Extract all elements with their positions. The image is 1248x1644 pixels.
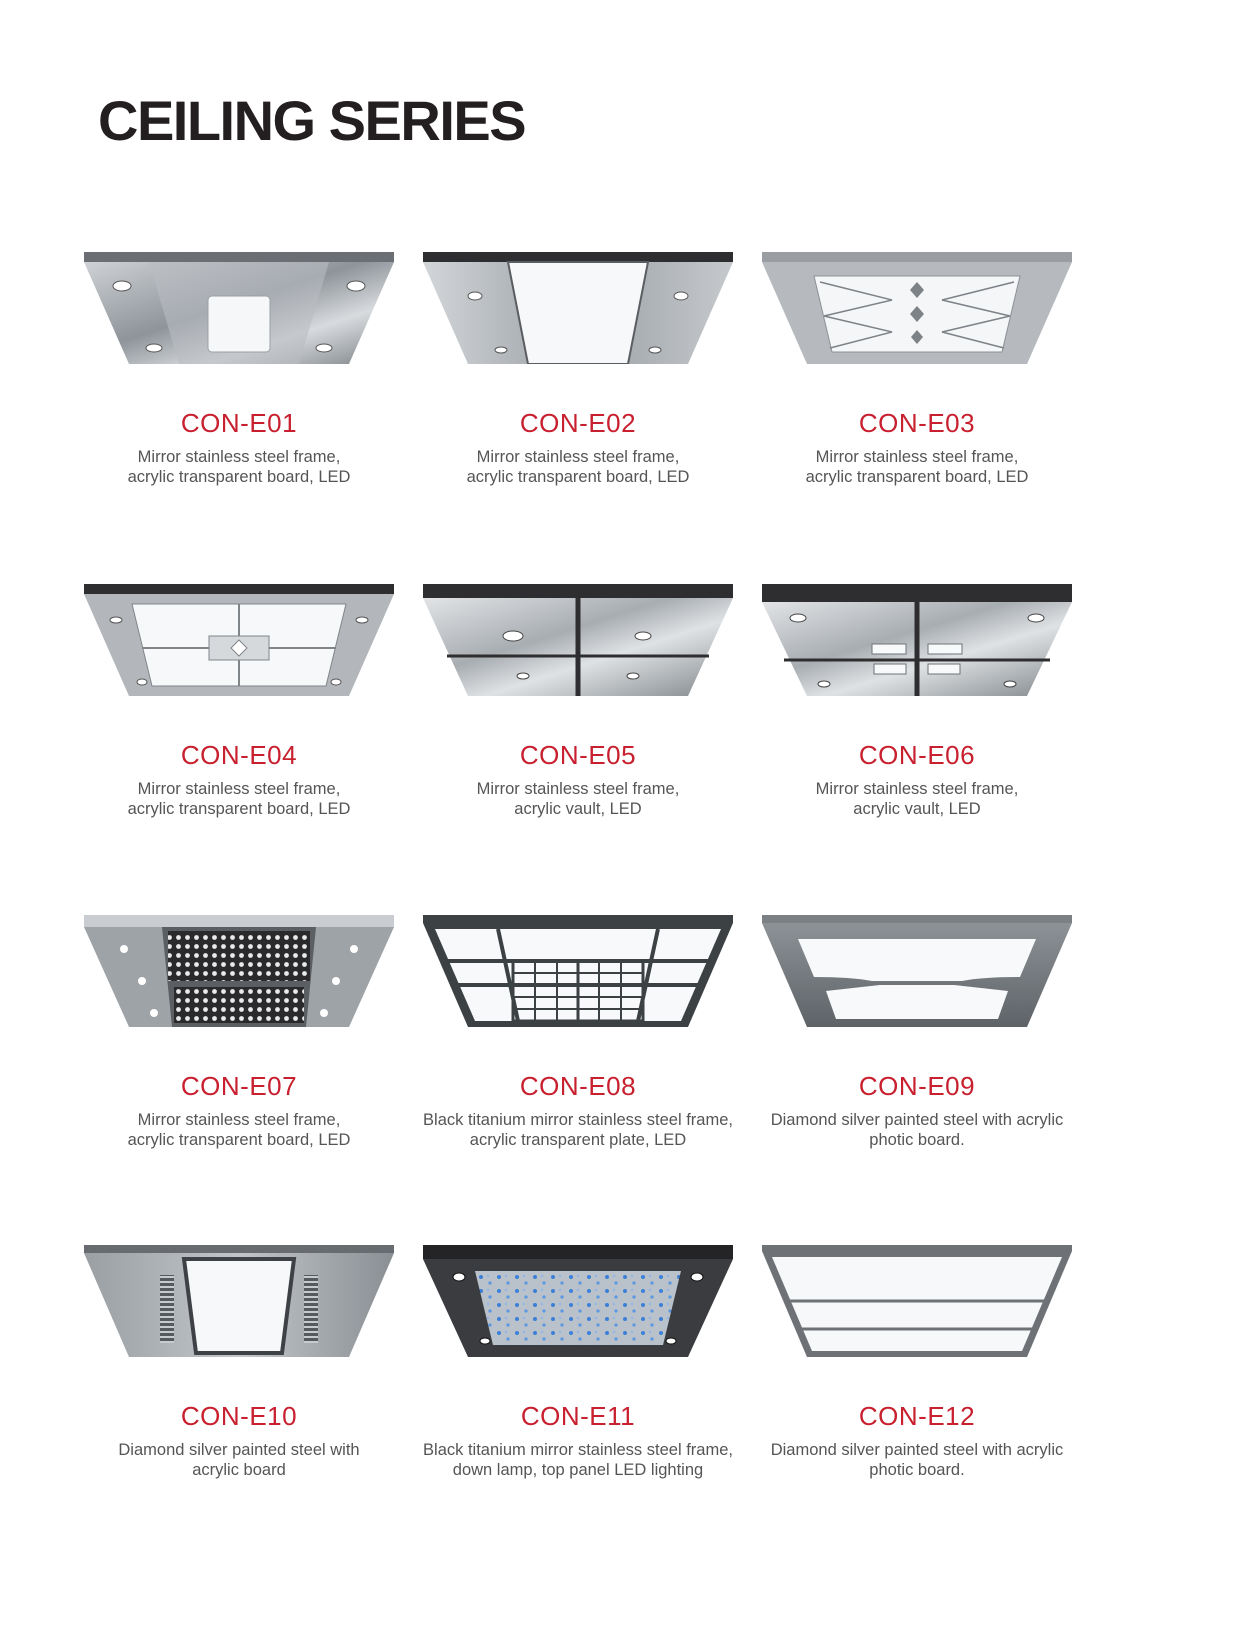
product-card-con-e06 [742, 584, 1092, 819]
product-description: Mirror stainless steel frame, acrylic transparent board, LED [127, 1111, 351, 1149]
product-description: Diamond silver painted steel with acrylic photic board. [770, 1441, 1064, 1479]
product-description: Mirror stainless steel frame, acrylic transparent board, LED [466, 448, 690, 486]
product-description: Diamond silver painted steel with acrylic board [118, 1441, 360, 1479]
ceiling-e08-icon [423, 915, 733, 1027]
product-code: CON-E05 [519, 740, 637, 770]
product-card-con-e11 [403, 1245, 753, 1480]
product-description: Diamond silver painted steel with acrylic photic board. [770, 1111, 1064, 1149]
product-description: Mirror stainless steel frame, acrylic vault, LED [815, 780, 1019, 818]
ceiling-e09-icon [762, 915, 1072, 1027]
ceiling-e04-icon [84, 584, 394, 696]
ceiling-e05-icon [423, 584, 733, 696]
product-description: Mirror stainless steel frame, acrylic vault, LED [476, 780, 680, 818]
product-card-con-e01 [64, 252, 414, 487]
product-code: CON-E11 [520, 1401, 636, 1431]
product-code: CON-E07 [180, 1071, 298, 1101]
ceiling-e01-icon [84, 252, 394, 364]
product-card-con-e03 [742, 252, 1092, 487]
product-code: CON-E03 [858, 408, 976, 438]
product-card-con-e04 [64, 584, 414, 819]
product-code: CON-E10 [180, 1401, 298, 1431]
product-description: Mirror stainless steel frame, acrylic transparent board, LED [127, 780, 351, 818]
ceiling-e03-icon [762, 252, 1072, 364]
ceiling-e06-icon [762, 584, 1072, 696]
product-code: CON-E12 [858, 1401, 976, 1431]
product-code: CON-E08 [519, 1071, 637, 1101]
ceiling-e11-icon [423, 1245, 733, 1357]
product-description: Black titanium mirror stainless steel frame, acrylic transparent plate, LED [423, 1111, 733, 1149]
product-card-con-e08 [403, 915, 753, 1150]
ceiling-e12-icon [762, 1245, 1072, 1357]
product-code: CON-E09 [858, 1071, 976, 1101]
product-card-con-e09 [742, 915, 1092, 1150]
product-description: Mirror stainless steel frame, acrylic transparent board, LED [805, 448, 1029, 486]
product-code: CON-E06 [858, 740, 976, 770]
page-title: CEILING SERIES [98, 89, 526, 152]
product-card-con-e07 [64, 915, 414, 1150]
ceiling-e07-icon [84, 915, 394, 1027]
ceiling-e02-icon [423, 252, 733, 364]
product-card-con-e05 [403, 584, 753, 819]
product-code: CON-E04 [180, 740, 298, 770]
product-description: Black titanium mirror stainless steel frame, down lamp, top panel LED lighting [423, 1441, 733, 1479]
product-card-con-e12 [742, 1245, 1092, 1480]
product-card-con-e10 [64, 1245, 414, 1480]
ceiling-e10-icon [84, 1245, 394, 1357]
product-code: CON-E02 [519, 408, 637, 438]
product-code: CON-E01 [180, 408, 298, 438]
product-card-con-e02 [403, 252, 753, 487]
product-description: Mirror stainless steel frame, acrylic transparent board, LED [127, 448, 351, 486]
